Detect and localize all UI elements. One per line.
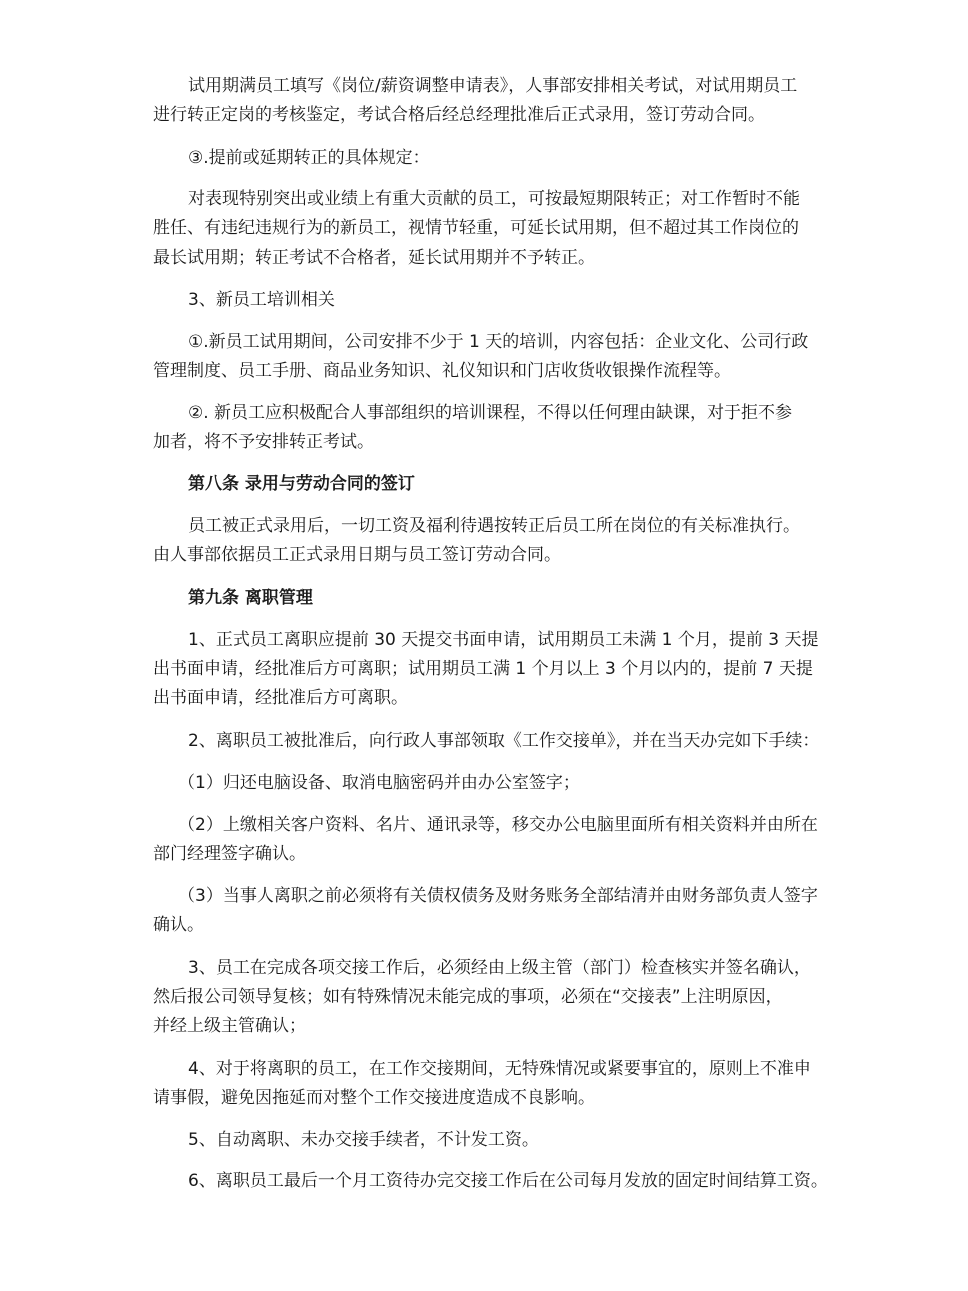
text-line: 进行转正定岗的考核鉴定，考试合格后经总经理批准后正式录用，签订劳动合同。 [153, 105, 765, 125]
text-line: 部门经理签字确认。 [153, 844, 306, 864]
text-line: 4、对于将离职的员工，在工作交接期间，无特殊情况或紧要事宜的，原则上不准申 [188, 1059, 811, 1079]
text-line: 员工被正式录用后，一切工资及福利待遇按转正后员工所在岗位的有关标准执行。 [188, 516, 800, 536]
text-line: （2）上缴相关客户资料、名片、通讯录等，移交办公电脑里面所有相关资料并由所在 [178, 815, 818, 835]
text-line: 并经上级主管确认； [153, 1016, 306, 1036]
text-line: 第九条 离职管理 [188, 588, 313, 608]
text-line: 加者，将不予安排转正考试。 [153, 432, 374, 452]
text-line: 请事假，避免因拖延而对整个工作交接进度造成不良影响。 [153, 1088, 595, 1108]
text-line: ①.新员工试用期间，公司安排不少于 1 天的培训，内容包括：企业文化、公司行政 [188, 332, 809, 352]
text-line: 6、离职员工最后一个月工资待办完交接工作后在公司每月发放的固定时间结算工资。 [188, 1171, 828, 1191]
text-line: 然后报公司领导复核；如有特殊情况未能完成的事项，必须在“交接表”上注明原因， [153, 987, 783, 1007]
text-line: 1、正式员工离职应提前 30 天提交书面申请，试用期员工未满 1 个月，提前 3 天提 [188, 630, 819, 650]
text-line: ③.提前或延期转正的具体规定： [188, 148, 430, 168]
text-line: 出书面申请，经批准后方可离职。 [153, 688, 408, 708]
text-line: 3、新员工培训相关 [188, 290, 335, 310]
text-line: 胜任、有违纪违规行为的新员工，视情节轻重，可延长试用期，但不超过其工作岗位的 [153, 218, 799, 238]
text-line: ②. 新员工应积极配合人事部组织的培训课程，不得以任何理由缺课，对于拒不参 [188, 403, 793, 423]
text-line: 管理制度、员工手册、商品业务知识、礼仪知识和门店收货收银操作流程等。 [153, 361, 731, 381]
text-line: 3、员工在完成各项交接工作后，必须经由上级主管（部门）检查核实并签名确认， [188, 958, 811, 978]
text-line: 对表现特别突出或业绩上有重大贡献的员工，可按最短期限转正；对工作暂时不能 [188, 189, 800, 209]
text-line: 确认。 [153, 915, 204, 935]
text-line: 2、离职员工被批准后，向行政人事部领取《工作交接单》，并在当天办完如下手续： [188, 731, 820, 751]
text-line: 第八条 录用与劳动合同的签订 [188, 474, 415, 494]
text-line: （3）当事人离职之前必须将有关债权债务及财务账务全部结清并由财务部负责人签字 [178, 886, 818, 906]
text-line: 由人事部依据员工正式录用日期与员工签订劳动合同。 [153, 545, 561, 565]
text-line: （1）归还电脑设备、取消电脑密码并由办公室签字； [178, 773, 580, 793]
text-line: 出书面申请，经批准后方可离职；试用期员工满 1 个月以上 3 个月以内的，提前 7 天提 [153, 659, 813, 679]
text-line: 试用期满员工填写《岗位/薪资调整申请表》，人事部安排相关考试，对试用期员工 [188, 76, 798, 96]
text-line: 最长试用期；转正考试不合格者，延长试用期并不予转正。 [153, 248, 595, 268]
text-line: 5、自动离职、未办交接手续者，不计发工资。 [188, 1130, 539, 1150]
